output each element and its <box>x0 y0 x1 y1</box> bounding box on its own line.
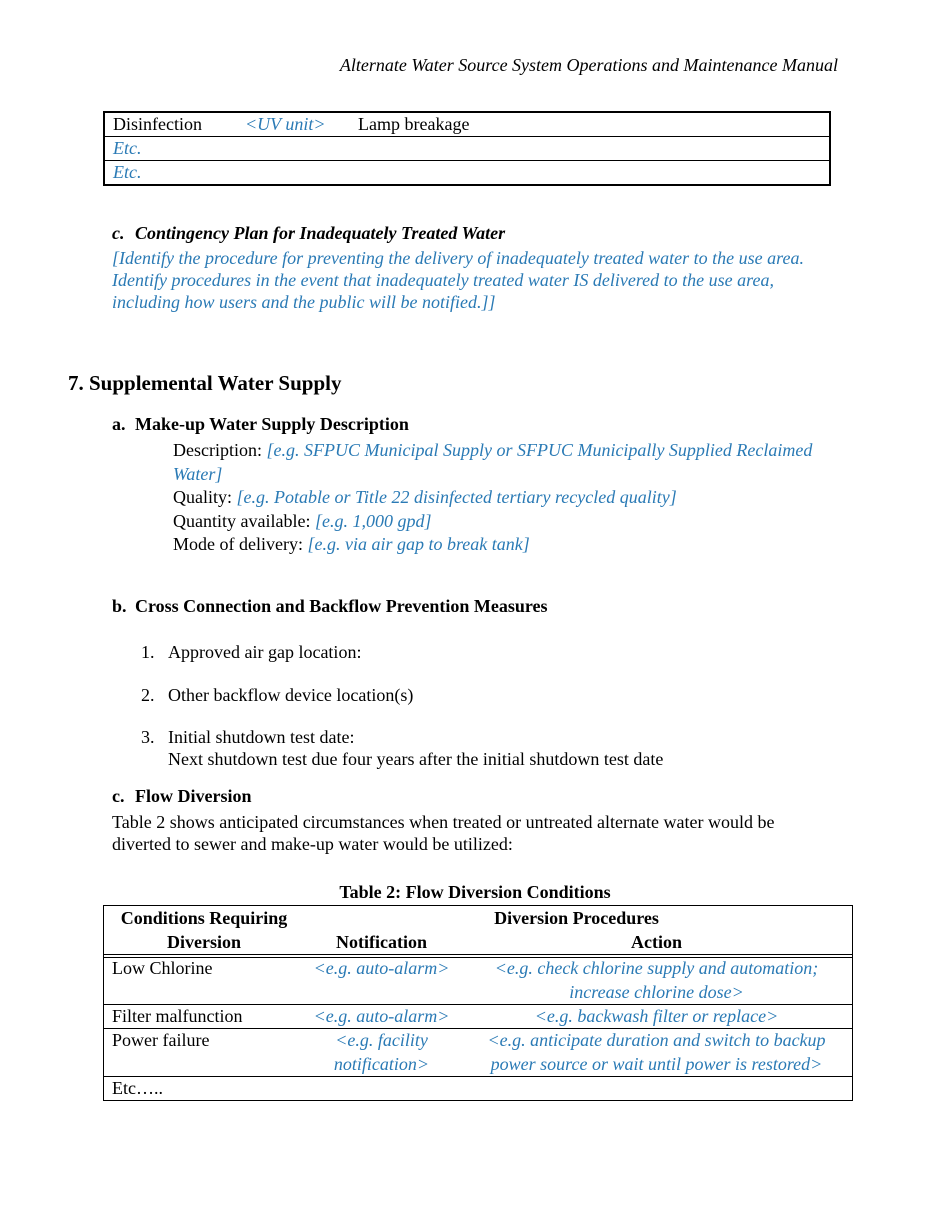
list-text: Approved air gap location: <box>168 642 362 662</box>
intro-line: diverted to sewer and make-up water would be utilized: <box>112 834 513 854</box>
heading-letter: c. <box>112 223 125 243</box>
table-cell: Low Chlorine <box>112 958 213 978</box>
list-number: 1. <box>141 642 155 662</box>
shutdown-note: Next shutdown test due four years after the initial shutdown test date <box>168 749 664 769</box>
table-caption: Table 2: Flow Diversion Conditions <box>339 882 611 902</box>
instruction-line: [Identify the procedure for preventing the delivery of inadequately treated water to the use area. <box>112 248 804 268</box>
mode-value: [e.g. via air gap to break tank] <box>307 534 530 554</box>
table-row <box>105 160 829 184</box>
table-cell <box>304 1028 459 1076</box>
header-line: Conditions Requiring <box>120 908 288 928</box>
column-header-notification: Notification <box>336 932 427 952</box>
cell-line: <e.g. check chlorine supply and automation; <box>494 958 819 978</box>
cell-line: <e.g. anticipate duration and switch to backup <box>487 1030 826 1050</box>
header-line: Diversion <box>167 932 241 952</box>
description-label: Description: <box>173 440 267 460</box>
quality-label: Quality: <box>173 487 237 507</box>
column-header-conditions <box>104 906 304 954</box>
list-text: Other backflow device location(s) <box>168 685 414 705</box>
maintenance-table <box>103 111 831 186</box>
row-divider <box>104 1076 852 1077</box>
makeup-heading <box>112 414 409 435</box>
table-cell: Filter malfunction <box>112 1006 243 1026</box>
flow-diversion-heading <box>112 786 252 807</box>
cell-line: increase chlorine dose> <box>569 982 744 1002</box>
list-number: 2. <box>141 685 155 705</box>
quantity-label: Quantity available: <box>173 510 315 531</box>
cell-line: notification> <box>333 1054 430 1074</box>
makeup-details <box>173 439 812 557</box>
instruction-line: Identify procedures in the event that inadequately treated water IS delivered to the use area, <box>112 270 774 290</box>
list-text: Initial shutdown test date: <box>168 727 355 747</box>
document-header: Alternate Water Source System Operations and Maintenance Manual <box>339 55 838 75</box>
description-value: [e.g. SFPUC Municipal Supply or SFPUC Municipally Supplied Reclaimed <box>266 440 813 460</box>
column-header-action: Action <box>631 932 682 952</box>
heading-letter: a. <box>112 414 126 434</box>
instruction-line: including how users and the public will be notified.]] <box>112 292 496 312</box>
table-cell: Lamp breakage <box>358 114 470 134</box>
list-number: 3. <box>141 727 155 747</box>
quantity-value: [e.g. 1,000 gpd] <box>314 510 432 531</box>
cross-connection-heading <box>112 596 548 617</box>
table-cell: Disinfection <box>113 114 202 134</box>
description-value-cont: Water] <box>173 463 223 484</box>
heading-letter: b. <box>112 596 127 616</box>
heading-letter: c. <box>112 786 125 806</box>
section-title: 7. Supplemental Water Supply <box>68 371 342 395</box>
contingency-heading <box>112 223 505 244</box>
contingency-instructions <box>112 247 804 313</box>
table-cell: <UV unit> <box>245 114 326 134</box>
table-cell <box>459 956 854 1004</box>
table-cell: Etc….. <box>112 1078 163 1098</box>
table-cell: <e.g. backwash filter or replace> <box>534 1006 779 1026</box>
mode-line <box>173 533 812 557</box>
table-row <box>105 113 829 136</box>
flow-diversion-table <box>103 905 853 1101</box>
column-group-header: Diversion Procedures <box>494 908 659 928</box>
table-cell: Etc. <box>113 138 142 158</box>
quality-line <box>173 486 812 510</box>
heading-text: Make-up Water Supply Description <box>135 414 409 434</box>
mode-label: Mode of delivery: <box>173 534 308 554</box>
intro-line: Table 2 shows anticipated circumstances when treated or untreated alternate water would be <box>112 812 775 832</box>
table-cell: Power failure <box>112 1030 210 1050</box>
flow-diversion-intro <box>112 811 774 855</box>
table-cell: <e.g. auto-alarm> <box>313 958 450 978</box>
header-divider <box>104 954 852 955</box>
cell-line: power source or wait until power is restored> <box>490 1054 823 1074</box>
table-cell <box>459 1028 854 1076</box>
quality-value: [e.g. Potable or Title 22 disinfected tertiary recycled quality] <box>236 487 677 507</box>
table-row <box>105 136 829 160</box>
heading-text: Contingency Plan for Inadequately Treated Water <box>135 223 506 243</box>
table-cell: <e.g. auto-alarm> <box>313 1006 450 1026</box>
table-cell: Etc. <box>113 162 142 182</box>
cell-line: <e.g. facility <box>335 1030 428 1050</box>
description-line <box>173 439 812 463</box>
heading-text: Cross Connection and Backflow Prevention Measures <box>135 596 548 616</box>
quantity-line <box>173 510 812 534</box>
heading-text: Flow Diversion <box>135 786 252 806</box>
